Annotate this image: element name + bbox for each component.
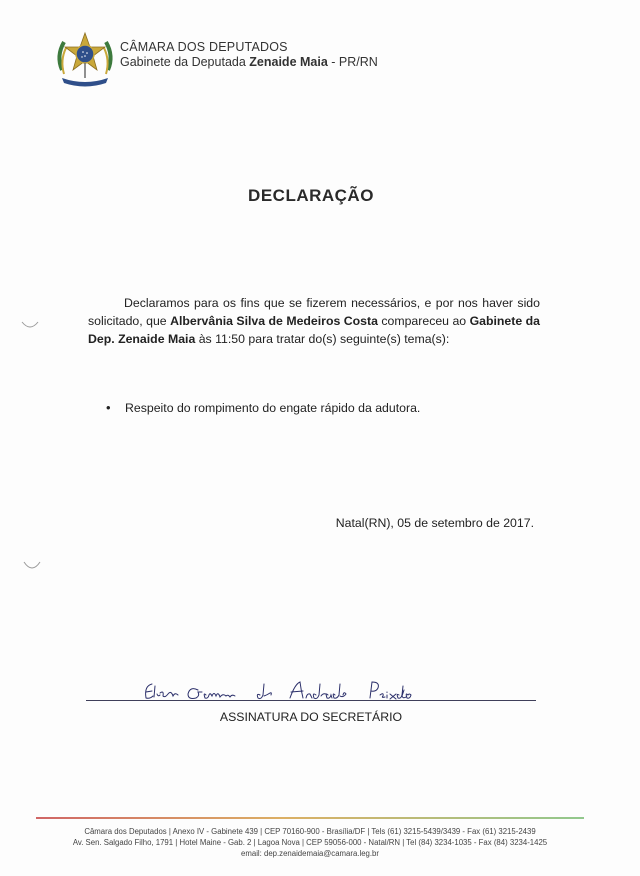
office-name: Gabinete da Dep. Zenaide Maia	[88, 314, 540, 346]
topic-item: • Respeito do rompimento do engate rápido da adutora.	[106, 400, 420, 416]
document-title: DECLARAÇÃO	[248, 186, 374, 205]
declaration-paragraph	[88, 294, 540, 348]
handwritten-signature	[140, 676, 430, 706]
footer-divider	[36, 817, 584, 819]
topics-list	[106, 400, 420, 416]
body-text-3: às 11:50 para tratar do(s) seguinte(s) tema(s):	[195, 332, 450, 346]
office-prefix: Gabinete da Deputada	[120, 55, 250, 69]
footer	[30, 826, 590, 859]
footer-address-brasilia: Câmara dos Deputados | Anexo IV - Gabinete 439 | CEP 70160-900 - Brasília/DF | Tels (61) 3215-5439/3439 - Fax (61) 3215-2439	[84, 827, 536, 836]
brazil-coat-of-arms-icon	[52, 30, 118, 90]
signature-label: ASSINATURA DO SECRETÁRIO	[219, 710, 403, 724]
signature-line	[86, 700, 536, 701]
deputy-name: Zenaide Maia	[249, 55, 328, 69]
office-suffix: - PR/RN	[327, 55, 378, 69]
office-line	[120, 55, 378, 70]
punch-hole-mark	[20, 318, 40, 332]
letterhead	[120, 40, 378, 70]
footer-email: email: dep.zenaidemaia@camara.leg.br	[241, 849, 379, 858]
institution-name: CÂMARA DOS DEPUTADOS	[120, 40, 288, 54]
body-text-1: Declaramos para os fins que se fizerem necessários, e por nos haver sido solicitado, que	[88, 296, 540, 328]
place-date: Natal(RN), 05 de setembro de 2017.	[335, 516, 534, 530]
person-name: Albervânia Silva de Medeiros Costa	[170, 314, 378, 328]
body-text-2: compareceu ao	[377, 314, 470, 328]
footer-address-natal: Av. Sen. Salgado Filho, 1791 | Hotel Maine - Gab. 2 | Lagoa Nova | CEP 59056-000 - Natal/RN | Tel (84) 3234-1035 - Fax (84) 3234-1425	[72, 838, 548, 847]
punch-hole-mark	[22, 558, 42, 574]
